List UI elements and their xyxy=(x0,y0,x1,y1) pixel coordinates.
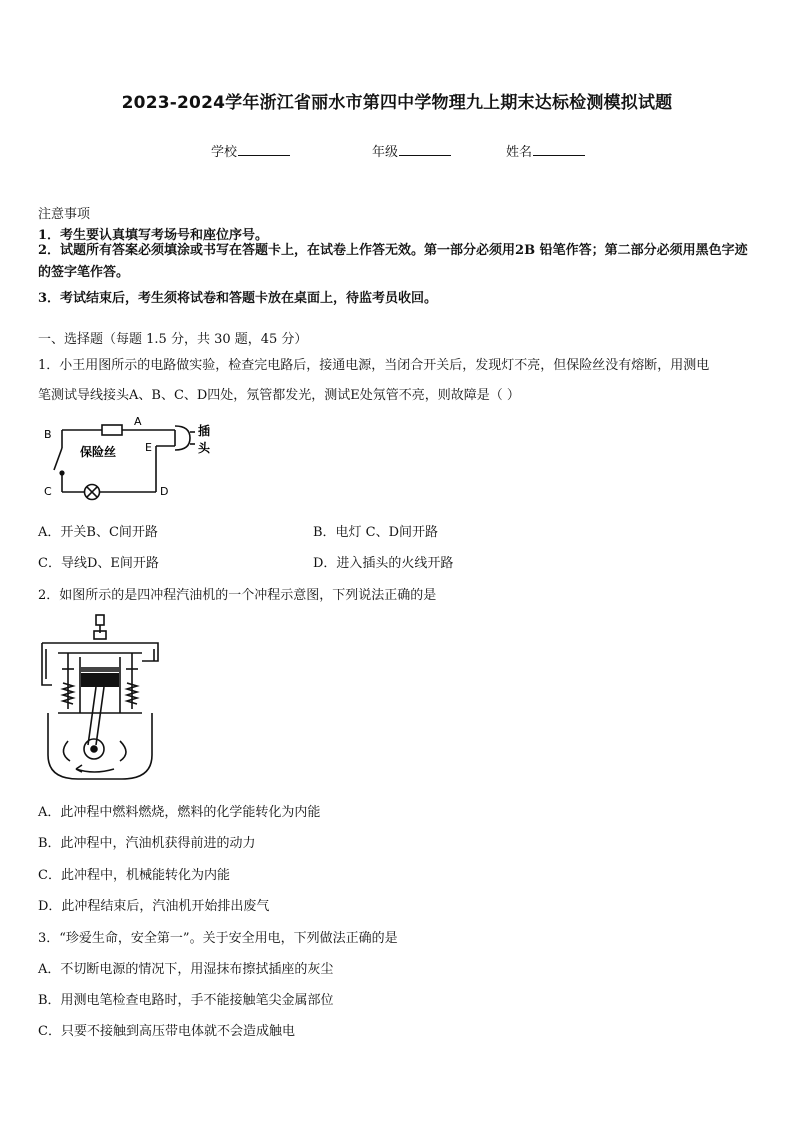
q2-engine-diagram xyxy=(38,613,162,785)
q2-stem: 2．如图所示的是四冲程汽油机的一个冲程示意图，下列说法正确的是 xyxy=(38,588,437,603)
plug-label-2: 头 xyxy=(198,441,211,455)
grade-field xyxy=(372,141,451,160)
q1-stem-line1: 1．小王用图所示的电路做实验，检查完电路后，接通电源，当闭合开关后，发现灯不亮，但保险丝没有熔断，用测电 xyxy=(38,358,710,373)
q3-option-b: B．用测电笔检查电路时，手不能接触笔尖金属部位 xyxy=(38,993,334,1008)
q1-option-d: D．进入插头的火线开路 xyxy=(313,556,454,571)
q1-option-b: B．电灯 C、D间开路 xyxy=(313,525,439,540)
notice-heading: 注意事项 xyxy=(38,207,91,222)
plug-label-1: 插 xyxy=(198,424,211,438)
school-field xyxy=(211,141,290,160)
label-c: C xyxy=(44,485,52,498)
label-d: D xyxy=(160,485,169,498)
name-field xyxy=(506,141,585,160)
section-heading: 一、选择题（每题 1.5 分，共 30 题，45 分） xyxy=(38,332,308,347)
q3-option-c: C．只要不接触到高压带电体就不会造成触电 xyxy=(38,1024,295,1039)
q1-option-c: C．导线D、E间开路 xyxy=(38,556,159,571)
school-label: 学校 xyxy=(211,145,238,160)
q2-option-a: A．此冲程中燃料燃烧，燃料的化学能转化为内能 xyxy=(38,805,321,820)
q2-option-b: B．此冲程中，汽油机获得前进的动力 xyxy=(38,836,256,851)
notice-item-3: 3．考试结束后，考生须将试卷和答题卡放在桌面上，待监考员收回。 xyxy=(38,291,438,306)
q1-stem-line2: 笔测试导线接头A、B、C、D四处，氖管都发光，测试E处氖管不亮，则故障是（ ） xyxy=(38,388,520,403)
q3-option-a: A．不切断电源的情况下，用湿抹布擦拭插座的灰尘 xyxy=(38,962,334,977)
exam-title: 2023-2024学年浙江省丽水市第四中学物理九上期末达标检测模拟试题 xyxy=(121,93,673,113)
grade-label: 年级 xyxy=(372,145,399,160)
q2-option-c: C．此冲程中，机械能转化为内能 xyxy=(38,868,230,883)
notice-item-2: 2．试题所有答案必须填涂或书写在答题卡上，在试卷上作答无效。第一部分必须用2B 铅笔作答；第二部分必须用黑色字迹的签字笔作答。 xyxy=(38,243,748,280)
label-a: A xyxy=(134,415,142,428)
label-b: B xyxy=(44,428,52,441)
q1-circuit-diagram xyxy=(40,414,230,504)
name-label: 姓名 xyxy=(506,145,533,160)
notice-item-1: 1．考生要认真填写考场号和座位序号。 xyxy=(38,228,269,243)
label-e: E xyxy=(145,441,152,454)
q1-option-a: A．开关B、C间开路 xyxy=(38,525,158,540)
q2-option-d: D．此冲程结束后，汽油机开始排出废气 xyxy=(38,899,270,914)
grade-blank[interactable] xyxy=(399,143,451,156)
fuse-label: 保险丝 xyxy=(80,445,117,459)
school-blank[interactable] xyxy=(238,143,290,156)
q3-stem: 3．“珍爱生命，安全第一”。关于安全用电，下列做法正确的是 xyxy=(38,931,398,946)
name-blank[interactable] xyxy=(533,143,585,156)
